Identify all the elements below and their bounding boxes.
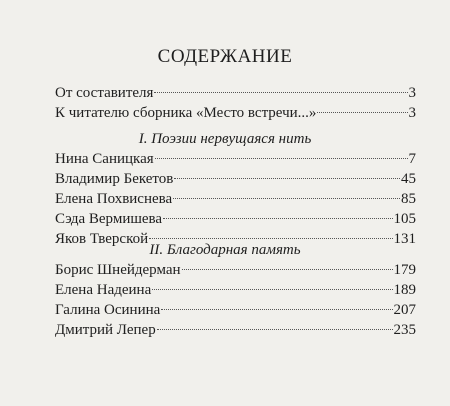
front-matter-list bbox=[55, 83, 416, 123]
toc-entry-label: Борис Шнейдерман bbox=[55, 262, 181, 278]
section-1-list bbox=[55, 149, 416, 249]
toc-entry bbox=[55, 149, 416, 169]
leader-dots bbox=[152, 289, 392, 290]
toc-entry-page: 179 bbox=[393, 262, 416, 278]
toc-entry-page: 131 bbox=[393, 231, 416, 247]
leader-dots bbox=[182, 269, 393, 270]
toc-entry-page: 105 bbox=[393, 211, 416, 227]
toc-entry bbox=[55, 280, 416, 300]
contents-title: СОДЕРЖАНИЕ bbox=[157, 46, 293, 67]
toc-entry bbox=[55, 300, 416, 320]
toc-entry-page: 7 bbox=[408, 151, 416, 167]
toc-entry bbox=[55, 169, 416, 189]
leader-dots bbox=[174, 178, 400, 179]
section-heading: II. Благодарная память bbox=[149, 242, 301, 258]
toc-entry bbox=[55, 209, 416, 229]
toc-entry-label: Яков Тверской bbox=[55, 231, 149, 247]
toc-entry bbox=[55, 103, 416, 123]
toc-entry-label: От составителя bbox=[55, 85, 154, 101]
toc-entry-label: Галина Осинина bbox=[55, 302, 161, 318]
toc-entry-page: 85 bbox=[401, 191, 416, 207]
toc-entry-page: 235 bbox=[393, 322, 416, 338]
leader-dots bbox=[154, 92, 407, 93]
toc-entry-label: Елена Похвиснева bbox=[55, 191, 173, 207]
section-heading: I. Поэзии нервущаяся нить bbox=[138, 131, 312, 147]
toc-entry-label: Нина Саницкая bbox=[55, 151, 154, 167]
toc-entry-page: 3 bbox=[408, 85, 416, 101]
toc-entry-label: Владимир Бекетов bbox=[55, 171, 174, 187]
toc-entry-page: 3 bbox=[408, 105, 416, 121]
toc-entry-label: Дмитрий Лепер bbox=[55, 322, 156, 338]
leader-dots bbox=[173, 198, 400, 199]
toc-entry-label: К читателю сборника «Место встречи...» bbox=[55, 105, 317, 121]
leader-dots bbox=[155, 158, 408, 159]
toc-entry-label: Елена Надеина bbox=[55, 282, 152, 298]
toc-entry bbox=[55, 83, 416, 103]
toc-entry-label: Сэда Вермишева bbox=[55, 211, 163, 227]
toc-entry-page: 45 bbox=[401, 171, 416, 187]
toc-entry-page: 189 bbox=[393, 282, 416, 298]
leader-dots bbox=[157, 329, 393, 330]
leader-dots bbox=[161, 309, 392, 310]
toc-entry-page: 207 bbox=[393, 302, 416, 318]
toc-entry bbox=[55, 260, 416, 280]
section-2-list bbox=[55, 260, 416, 340]
toc-entry bbox=[55, 189, 416, 209]
leader-dots bbox=[163, 218, 392, 219]
leader-dots bbox=[317, 112, 407, 113]
toc-entry bbox=[55, 320, 416, 340]
leader-dots bbox=[149, 238, 392, 239]
